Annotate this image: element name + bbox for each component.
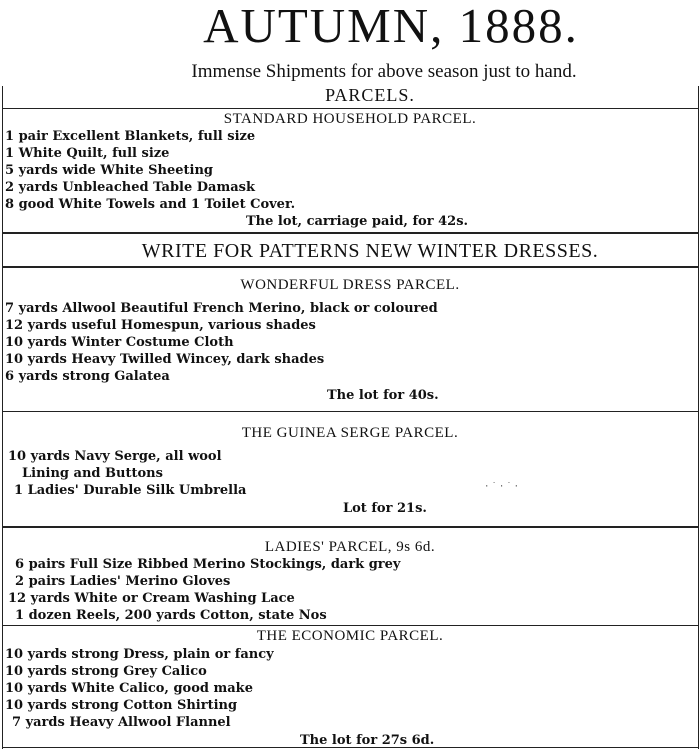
list-item: 2 pairs Ladies' Merino Gloves bbox=[15, 574, 231, 589]
serge-lot-price: Lot for 21s. bbox=[343, 501, 427, 516]
list-item: 5 yards wide White Sheeting bbox=[5, 163, 214, 178]
economic-parcel-title: THE ECONOMIC PARCEL. bbox=[256, 628, 444, 644]
economic-item-list bbox=[5, 646, 274, 731]
list-item: 1 pair Excellent Blankets, full size bbox=[5, 129, 256, 144]
list-item: 6 yards strong Galatea bbox=[5, 369, 170, 384]
list-item: 1 dozen Reels, 200 yards Cotton, state Nos bbox=[15, 608, 327, 623]
list-item: 1 Ladies' Durable Silk Umbrella bbox=[14, 483, 247, 498]
print-speck: ·˙·˙· bbox=[484, 482, 522, 492]
list-item: 10 yards strong Cotton Shirting bbox=[5, 698, 238, 713]
dress-lot-price: The lot for 40s. bbox=[327, 388, 439, 403]
list-item: 10 yards strong Dress, plain or fancy bbox=[5, 647, 274, 662]
ladies-parcel-title: LADIES' PARCEL, 9s 6d. bbox=[264, 539, 436, 555]
rule-above-economic bbox=[3, 625, 698, 626]
list-item: 1 White Quilt, full size bbox=[5, 146, 170, 161]
household-lot-price: The lot, carriage paid, for 42s. bbox=[246, 214, 469, 229]
dress-item-list bbox=[5, 300, 438, 385]
rule-above-banner bbox=[3, 232, 698, 234]
list-item: 12 yards useful Homespun, various shades bbox=[5, 318, 316, 333]
serge-parcel-title: THE GUINEA SERGE PARCEL. bbox=[241, 425, 459, 441]
list-item: 10 yards Winter Costume Cloth bbox=[5, 335, 234, 350]
list-item: 8 good White Towels and 1 Toilet Cover. bbox=[5, 197, 296, 212]
list-item: 10 yards Navy Serge, all wool bbox=[8, 449, 222, 464]
rule-below-banner bbox=[3, 266, 698, 268]
list-item: 6 pairs Full Size Ribbed Merino Stockings, dark grey bbox=[15, 557, 401, 572]
household-parcel-title: STANDARD HOUSEHOLD PARCEL. bbox=[223, 111, 477, 127]
list-item: 10 yards strong Grey Calico bbox=[5, 664, 207, 679]
dress-parcel-title: WONDERFUL DRESS PARCEL. bbox=[240, 277, 460, 293]
list-item: 7 yards Heavy Allwool Flannel bbox=[12, 715, 231, 730]
rule-under-parcels bbox=[3, 108, 698, 109]
household-item-list bbox=[5, 128, 295, 213]
list-item: 10 yards Heavy Twilled Wincey, dark shades bbox=[5, 352, 325, 367]
list-item: 7 yards Allwool Beautiful French Merino, black or coloured bbox=[5, 301, 438, 316]
rule-above-serge bbox=[3, 411, 698, 412]
economic-lot-price: The lot for 27s 6d. bbox=[300, 733, 435, 748]
right-border bbox=[698, 86, 699, 749]
parcels-title: PARCELS. bbox=[325, 85, 415, 105]
winter-dresses-banner: WRITE FOR PATTERNS NEW WINTER DRESSES. bbox=[141, 240, 599, 262]
subheadline: Immense Shipments for above season just to hand. bbox=[191, 61, 577, 82]
ladies-item-list bbox=[8, 556, 400, 624]
serge-item-list bbox=[8, 448, 246, 499]
list-item: Lining and Buttons bbox=[22, 466, 163, 481]
rule-above-ladies bbox=[3, 526, 698, 528]
list-item: 12 yards White or Cream Washing Lace bbox=[8, 591, 295, 606]
list-item: 2 yards Unbleached Table Damask bbox=[5, 180, 255, 195]
list-item: 10 yards White Calico, good make bbox=[5, 681, 253, 696]
headline: AUTUMN, 1888. bbox=[203, 0, 579, 53]
left-border bbox=[2, 86, 3, 749]
